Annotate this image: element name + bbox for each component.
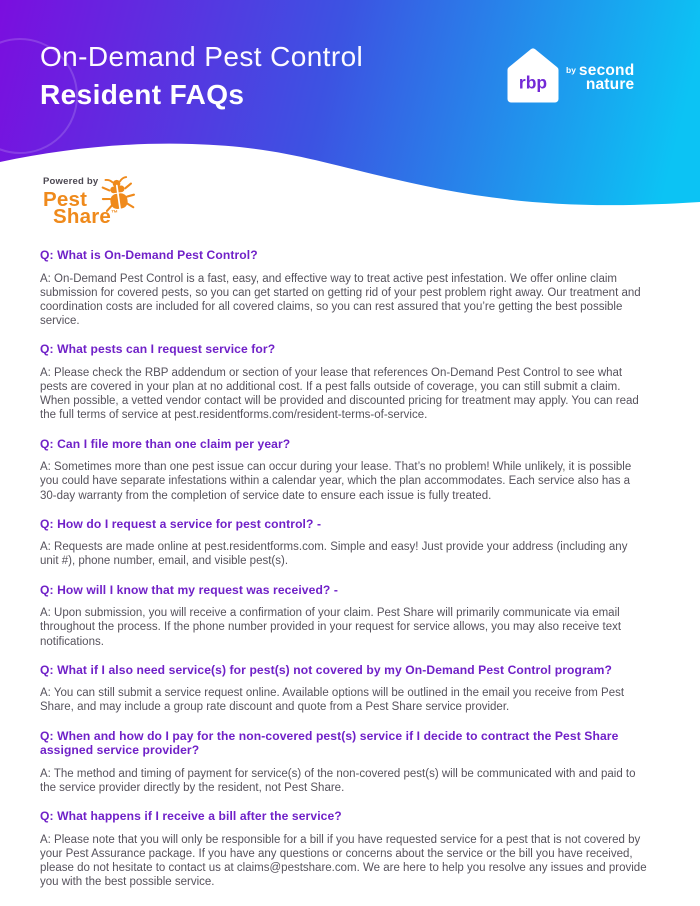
rbp-second-nature-logo (503, 44, 653, 114)
faq-answer: A: You can still submit a service request online. Available options will be outlined in the email you receive from Pest Share, and may include a group rate discount and quote from a Pest Share service provider. (40, 687, 625, 714)
faq-list (40, 248, 648, 903)
faq-item-8 (40, 809, 648, 889)
faq-item-3 (40, 437, 648, 503)
faq-answer: A: Please check the RBP addendum or section of your lease that references On-Demand Pest Control to see what pests are covered in your plan at no additional cost. If a pest falls outside of coverage, you can still submit a claim. When possible, a vetted vendor contact will be provided and discounted pricing for treatment may apply. You can read the full terms of service at pest.residentforms.com/resident-terms-of-service. (40, 366, 639, 422)
faq-answer: A: Upon submission, you will receive a confirmation of your claim. Pest Share will primarily communicate via email throughout the process. If the phone number provided in your request for service allows, you may also receive text notifications. (40, 607, 622, 648)
faq-question: Q: Can I file more than one claim per year? (40, 436, 291, 451)
faq-question: Q: When and how do I pay for the non-covered pest(s) service if I decide to contract the Pest Share assigned service provider? (40, 728, 619, 758)
pestshare-wordmark-pest: Pest (43, 188, 88, 211)
page-subtitle: Resident FAQs (40, 79, 245, 110)
second-nature-line2: nature (585, 75, 635, 93)
page-title: On-Demand Pest Control (40, 41, 364, 72)
powered-by-label: Powered by (43, 176, 99, 187)
faq-answer: A: On-Demand Pest Control is a fast, easy, and effective way to treat active pest infestation. We offer online claim submission for covered pests, so you can get started on getting rid of your pest problem right away. Our treatment and coordination costs are included for all covered claims, so you can rest assured that you’re getting the best possible service. (40, 272, 641, 328)
pestshare-logo (42, 176, 202, 238)
faq-item-1 (40, 248, 648, 328)
second-nature-line1: second (578, 62, 635, 79)
rbp-logo-text: rbp (518, 72, 548, 93)
faq-question: Q: How will I know that my request was received? - (40, 582, 339, 597)
second-nature-wordmark (566, 64, 634, 91)
trademark-symbol: ™ (110, 210, 119, 218)
faq-question: Q: What if I also need service(s) for pest(s) not covered by my On-Demand Pest Control program? (40, 662, 612, 677)
faq-question: Q: What is On-Demand Pest Control? (40, 248, 258, 262)
faq-item-7 (40, 729, 648, 795)
faq-item-2 (40, 342, 648, 422)
pestshare-wordmark-share: Share™ (53, 205, 119, 228)
faq-answer: A: The method and timing of payment for service(s) of the non-covered pest(s) will be communicated with and paid to the service provider directly by the resident, not Pest Share. (40, 767, 636, 794)
faq-question: Q: How do I request a service for pest control? - (40, 516, 322, 531)
faq-answer: A: Please note that you will only be responsible for a bill if you have requested service for a pest that is not covered by your Pest Assurance package. If you have any questions or concerns about the service or the bill you have received, please do not hesitate to contact us at claims@pestshare.com. We are here to help you resolve any issues and provide you with the best possible service. (40, 833, 647, 889)
faq-item-5 (40, 583, 648, 649)
bug-icon (99, 175, 137, 218)
faq-item-4 (40, 517, 648, 569)
faq-item-6 (40, 663, 648, 715)
faq-answer: A: Sometimes more than one pest issue can occur during your lease. That’s no problem! While unlikely, it is possible you could have separate infestations within a calendar year, which the plan accommodates. Each service also has a 30-day warranty from the completion of service date to ensure each issue is fully treated. (40, 461, 632, 502)
faq-question: Q: What happens if I receive a bill after the service? (40, 809, 342, 824)
faq-question: Q: What pests can I request service for? (40, 342, 276, 357)
rbp-house-icon (503, 44, 563, 108)
by-label: by (566, 65, 576, 75)
faq-answer: A: Requests are made online at pest.residentforms.com. Simple and easy! Just provide your address (including any unit #), phone number, email, and visible pest(s). (40, 541, 628, 568)
